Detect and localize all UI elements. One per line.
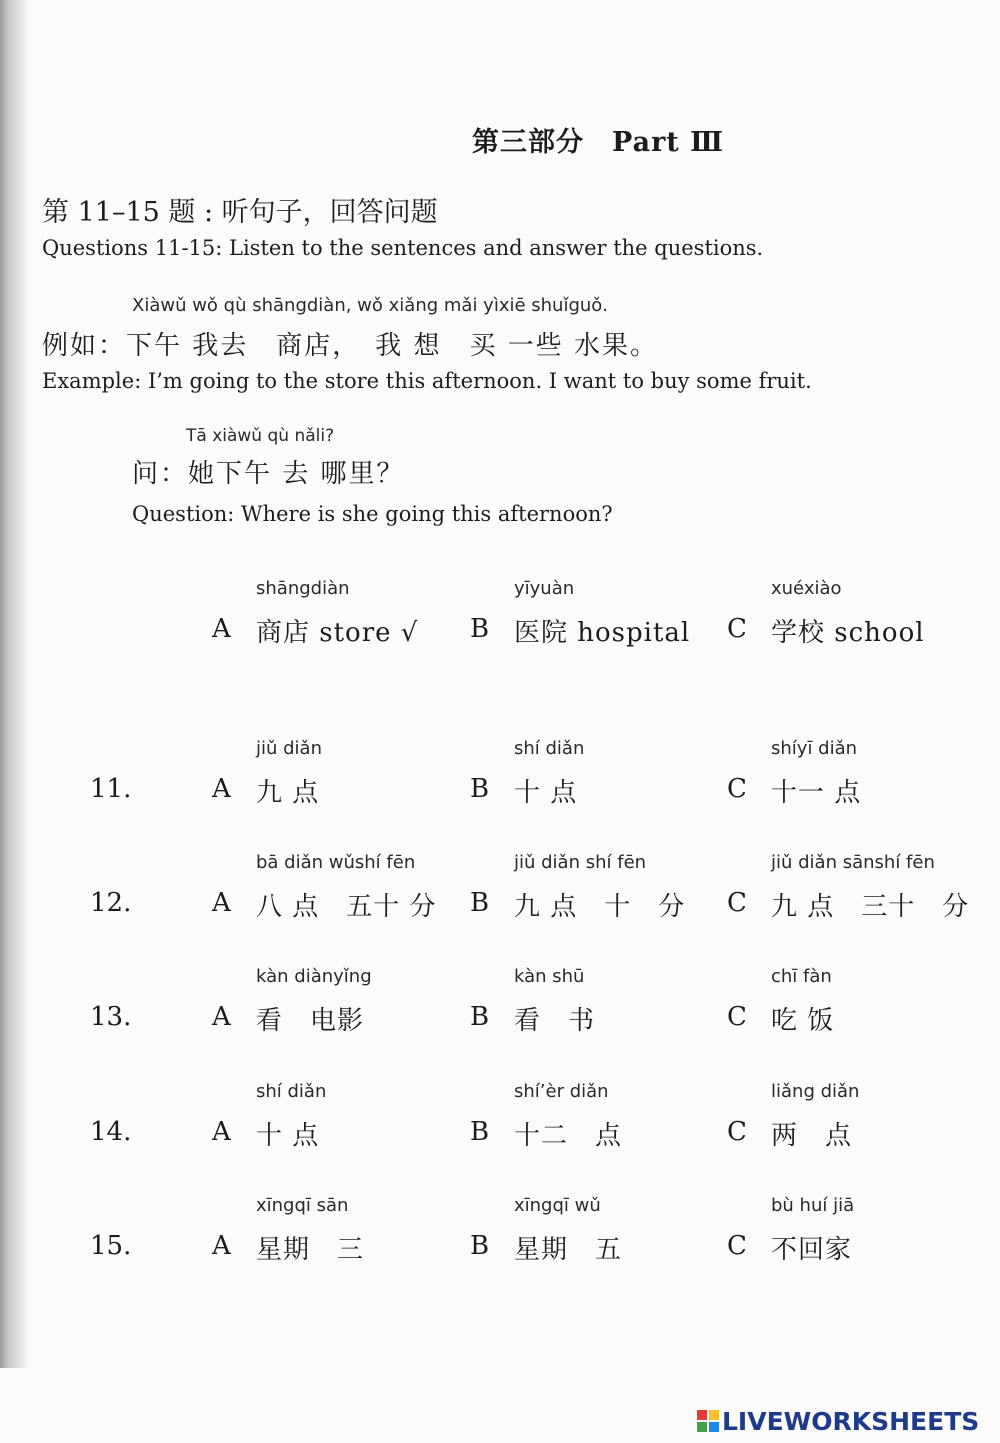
option-text: 十二 点 <box>514 1121 623 1151</box>
option-pinyin: shāngdiàn <box>256 578 350 599</box>
option-pinyin: yīyuàn <box>514 578 575 599</box>
option-letter: B <box>470 1117 490 1147</box>
option-letter: C <box>727 1002 747 1032</box>
option-pinyin: xīngqī wǔ <box>514 1195 601 1216</box>
example-pinyin: Xiàwǔ wǒ qù shāngdiàn, wǒ xiǎng mǎi yìxiē shuǐguǒ. <box>132 295 609 316</box>
option-text: 十一 点 <box>771 778 862 808</box>
option-pinyin: liǎng diǎn <box>771 1081 860 1102</box>
option-letter: C <box>727 1231 747 1261</box>
option-text: 星期 五 <box>514 1235 623 1265</box>
option-text: 商店 store √ <box>256 618 419 648</box>
option-letter: C <box>727 774 747 804</box>
option-letter: A <box>212 1002 231 1032</box>
example-question-pinyin: Tā xiàwǔ qù nǎli? <box>186 426 335 446</box>
option-letter: B <box>470 1231 490 1261</box>
question-row-12 <box>0 852 1000 942</box>
option-pinyin: jiǔ diǎn <box>256 738 322 759</box>
question-row-13 <box>0 966 1000 1056</box>
page-title: 第三部分 Part Ⅲ <box>472 127 725 158</box>
example-english: Example: I’m going to the store this afternoon. I want to buy some fruit. <box>42 369 812 393</box>
logo-tile <box>709 1422 719 1432</box>
question-number: 11. <box>90 774 132 804</box>
option-text: 看 书 <box>514 1006 596 1036</box>
option-text: 吃 饭 <box>771 1006 835 1036</box>
option-letter: C <box>727 614 747 644</box>
option-letter: B <box>470 774 490 804</box>
option-text: 看 电影 <box>256 1006 365 1036</box>
question-row-11 <box>0 738 1000 828</box>
option-pinyin: shíyī diǎn <box>771 738 858 759</box>
option-letter: C <box>727 1117 747 1147</box>
option-letter: B <box>470 1002 490 1032</box>
liveworksheets-branding[interactable] <box>697 1405 979 1437</box>
instructions-english: Questions 11-15: Listen to the sentences and answer the questions. <box>42 236 764 260</box>
question-number: 13. <box>90 1002 132 1032</box>
option-pinyin: shí’èr diǎn <box>514 1081 609 1102</box>
option-pinyin: bù huí jiā <box>771 1195 855 1216</box>
option-text: 医院 hospital <box>514 618 691 648</box>
instructions-chinese: 第 11–15 题 : 听句子，回答问题 <box>42 197 438 228</box>
option-text: 星期 三 <box>256 1235 365 1265</box>
logo-tile <box>709 1410 719 1420</box>
option-letter: B <box>470 614 490 644</box>
option-text: 八 点 五十 分 <box>256 892 437 922</box>
logo-tile <box>697 1422 707 1432</box>
option-text: 学校 school <box>771 618 925 648</box>
question-number: 15. <box>90 1231 132 1261</box>
option-letter: A <box>212 1117 231 1147</box>
question-row-15 <box>0 1195 1000 1285</box>
option-letter: A <box>212 1231 231 1261</box>
logo-tile <box>697 1410 707 1420</box>
option-pinyin: shí diǎn <box>256 1081 327 1102</box>
brand-name: LIVEWORKSHEETS <box>722 1406 980 1436</box>
option-letter: A <box>212 774 231 804</box>
question-row-14 <box>0 1081 1000 1171</box>
option-pinyin: bā diǎn wǔshí fēn <box>256 852 416 873</box>
option-letter: C <box>727 888 747 918</box>
option-pinyin: xīngqī sān <box>256 1195 349 1216</box>
option-pinyin: chī fàn <box>771 966 832 987</box>
option-letter: B <box>470 888 490 918</box>
option-pinyin: kàn shū <box>514 966 585 987</box>
option-text: 不回家 <box>771 1235 853 1265</box>
option-pinyin: kàn diànyǐng <box>256 966 372 987</box>
liveworksheets-logo-icon <box>697 1410 719 1432</box>
option-letter: A <box>212 888 231 918</box>
option-text: 两 点 <box>771 1121 853 1151</box>
option-pinyin: jiǔ diǎn sānshí fēn <box>771 852 935 873</box>
option-text: 十 点 <box>514 778 578 808</box>
option-text: 九 点 十 分 <box>514 892 686 922</box>
example-chinese: 例如：下午 我去 商店， 我 想 买 一些 水果。 <box>42 331 659 361</box>
option-pinyin: xuéxiào <box>771 578 842 599</box>
question-number: 14. <box>90 1117 132 1147</box>
example-options-row <box>0 578 1000 668</box>
question-number: 12. <box>90 888 132 918</box>
option-letter: A <box>212 614 231 644</box>
option-pinyin: jiǔ diǎn shí fēn <box>514 852 647 873</box>
option-pinyin: shí diǎn <box>514 738 585 759</box>
option-text: 十 点 <box>256 1121 320 1151</box>
example-question-chinese: 问：她下午 去 哪里？ <box>132 459 405 489</box>
option-text: 九 点 三十 分 <box>771 892 970 922</box>
example-question-english: Question: Where is she going this afternoon? <box>132 502 613 526</box>
option-text: 九 点 <box>256 778 320 808</box>
